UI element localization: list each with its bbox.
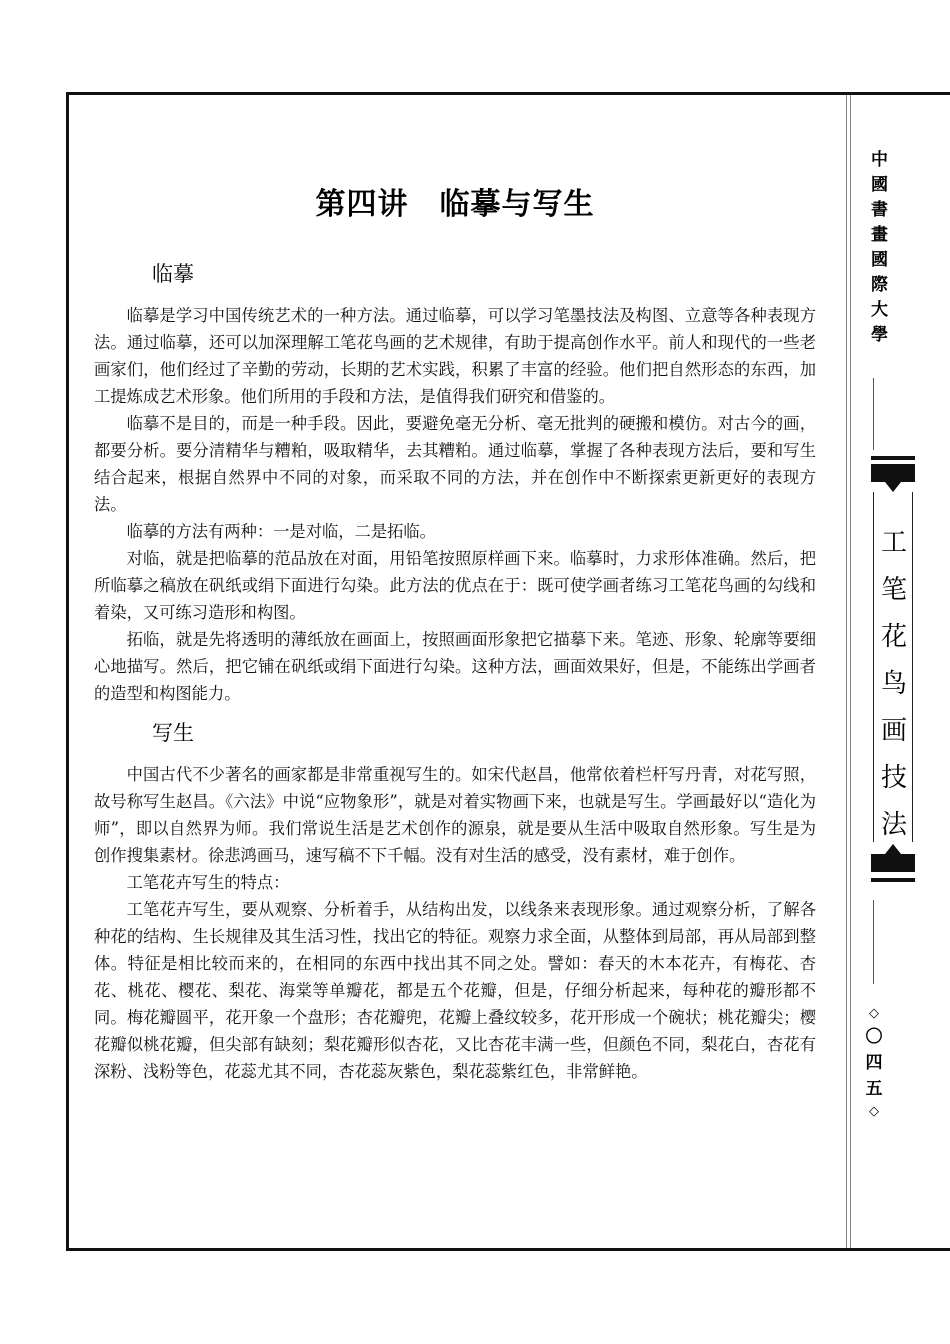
paragraph: 临摹的方法有两种：一是对临，二是拓临。: [126, 522, 436, 541]
book-title-char: 画: [880, 716, 907, 746]
book-title-char: 工: [880, 528, 907, 558]
paragraph: 工笔花卉写生的特点：: [126, 873, 290, 892]
book-title-char: 笔: [880, 575, 907, 605]
margin-divider: [846, 95, 847, 1248]
ornament-cap-bottom: [871, 842, 915, 872]
paragraph: 对临，就是把临摹的范品放在对面，用铅笔按照原样画下来。临摹时，力求形体准确。然后，把所临摹之稿放在矾纸或绢下面进行勾染。此方法的优点在于：既可使学画者练习工笔花鸟画的勾线和着染，又可练习造形和构图。: [94, 549, 816, 622]
frame-top-border: [66, 92, 950, 95]
ornament-bar: [871, 878, 915, 882]
margin-divider: [850, 95, 851, 1248]
ornament-bar: [871, 456, 915, 460]
book-title-char: 技: [880, 763, 907, 793]
diamond-icon: ◇: [869, 1104, 879, 1119]
paragraph: 工笔花卉写生，要从观察、分析着手，从结构出发，以线条来表现形象。通过观察分析，了解各种花的结构、生长规律及其生活习性，找出它的特征。观察力求全面，从整体到局部，再从局部到整体。特征是相比较而来的，在相同的东西中找出其不同之处。譬如：春天的木本花卉，有梅花、杏花、桃花、樱花、梨花、海棠等单瓣花，都是五个花瓣，但是，仔细分析起来，每种花的瓣形都不同。梅花瓣圆平，花开象一个盘形；杏花瓣兜，花瓣上叠纹较多，花开形成一个碗状；桃花瓣尖；樱花瓣似桃花瓣，但尖部有缺刻；梨花瓣形似杏花，又比杏花丰满一些，但颜色不同，梨花白，杏花有深粉、浅粉等色，花蕊尤其不同，杏花蕊灰紫色，梨花蕊紫红色，非常鲜艳。: [94, 900, 816, 1081]
school-name: 中國書畫國際大學: [867, 150, 887, 350]
book-title-char: 花: [880, 622, 907, 652]
chapter-title: 第四讲 临摹与写生: [315, 187, 595, 222]
paragraph: 拓临，就是先将透明的薄纸放在画面上，按照画面形象把它描摹下来。笔迹、形象、轮廓等要细心地描写。然后，把它铺在矾纸或绢下面进行勾染。这种方法，画面效果好，但是，不能练出学画者的造型和构图能力。: [94, 630, 816, 703]
margin-rule: [873, 900, 874, 984]
page-number: [862, 1004, 886, 1122]
paragraph: 临摹不是目的，而是一种手段。因此，要避免毫无分析、毫无批判的硬搬和模仿。对古今的画，都要分析。要分清精华与糟粕，吸取精华，去其糟粕。通过临摹，掌握了各种表现方法后，要和写生结合起来，根据自然界中不同的对象，而采取不同的方法，并在创作中不断探索更新更好的表现方法。: [94, 414, 816, 514]
book-title-char: 鸟: [880, 669, 907, 699]
frame-left-border: [66, 92, 69, 1251]
frame-bottom-border: [66, 1248, 950, 1251]
section-heading-copying: 临摹: [152, 262, 194, 286]
page-body: [94, 180, 816, 1085]
book-title: [866, 520, 922, 849]
page-number-digit: 〇: [865, 1027, 883, 1047]
page-number-digit: 五: [865, 1079, 883, 1099]
diamond-icon: ◇: [869, 1006, 879, 1021]
margin-rule: [873, 378, 874, 450]
section-heading-sketching: 写生: [152, 721, 194, 745]
ornament-cap-top: [871, 464, 915, 494]
page-number-digit: 四: [865, 1053, 883, 1073]
book-title-char: 法: [880, 810, 907, 840]
paragraph: 中国古代不少著名的画家都是非常重视写生的。如宋代赵昌，他常依着栏杆写丹青，对花写照，故号称写生赵昌。《六法》中说“应物象形”，就是对着实物画下来，也就是写生。学画最好以“造化为师”，即以自然界为师。我们常说生活是艺术创作的源泉，就是要从生活中吸取自然形象。写生是为创作搜集素材。徐悲鸿画马，速写稿不下千幅。没有对生活的感受，没有素材，难于创作。: [94, 765, 816, 865]
paragraph: 临摹是学习中国传统艺术的一种方法。通过临摹，可以学习笔墨技法及构图、立意等各种表现方法。通过临摹，还可以加深理解工笔花鸟画的艺术规律，有助于提高创作水平。前人和现代的一些老画家们，他们经过了辛勤的劳动，长期的艺术实践，积累了丰富的经验。他们把自然形态的东西，加工提炼成艺术形象。他们所用的手段和方法，是值得我们研究和借鉴的。: [94, 306, 816, 406]
